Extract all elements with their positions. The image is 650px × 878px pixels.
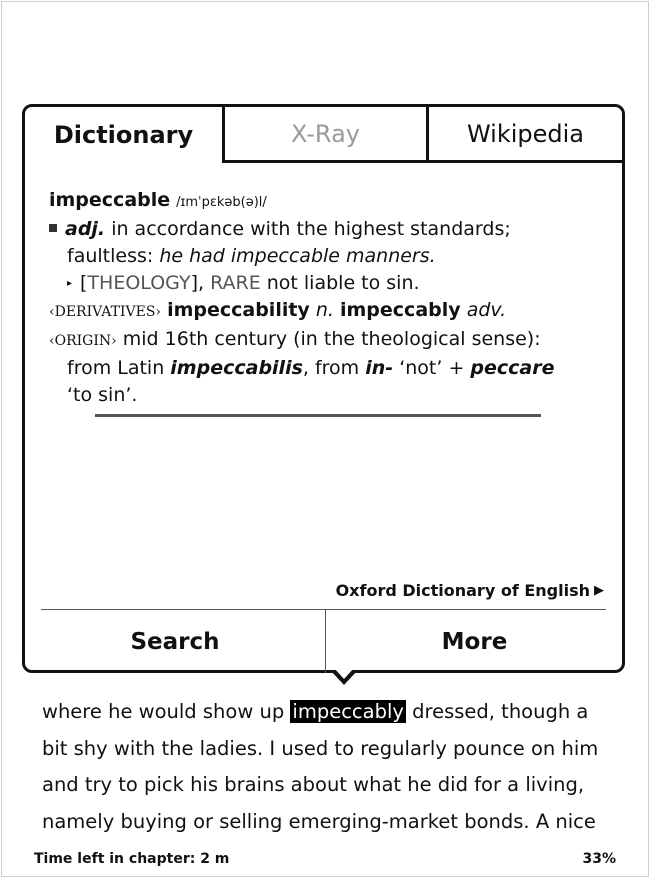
derivative-1-pos: n. (309, 299, 340, 321)
origin-from: from Latin (67, 357, 171, 379)
subsense-register: RARE (210, 272, 261, 294)
bullet-square-icon (49, 224, 57, 232)
book-text[interactable] (42, 694, 612, 840)
subsense-definition: not liable to sin. (260, 272, 420, 294)
book-text-segment: dressed, though a (405, 700, 589, 723)
origin-not: ‘not’ + (393, 357, 471, 379)
subsense-line (49, 270, 609, 297)
tab-xray[interactable]: X-Ray (222, 107, 426, 163)
definition-cont-line (49, 243, 609, 270)
percent-read: 33% (582, 851, 616, 867)
book-line: namely buying or selling emerging-market bonds. A nice (42, 809, 596, 833)
derivative-2: impeccably (340, 299, 461, 321)
part-of-speech: adj. (65, 218, 106, 240)
popup-pointer-fill (334, 668, 354, 679)
selected-word[interactable]: impeccably (292, 700, 404, 723)
dictionary-entry (49, 187, 609, 409)
origin-text: mid 16th century (in the theological sense): (116, 328, 541, 350)
origin-root: peccare (470, 357, 555, 379)
subsense-label: THEOLOGY (87, 272, 191, 294)
book-line: bit shy with the ladies. I used to regularly pounce on him (42, 736, 599, 760)
time-left-in-chapter: Time left in chapter: 2 m (34, 851, 230, 867)
origin-word: impeccabilis (170, 357, 303, 379)
derivatives-line (49, 297, 609, 326)
tab-dictionary[interactable]: Dictionary (53, 121, 194, 149)
origin-label: ‹ORIGIN› (49, 333, 117, 349)
origin-cont-line (49, 355, 609, 382)
search-button[interactable]: Search (130, 628, 220, 655)
entry-header (49, 187, 609, 216)
origin-prefix: in- (365, 357, 394, 379)
source-label: Oxford Dictionary of English (335, 581, 590, 600)
example-sentence: he had impeccable manners. (159, 245, 436, 267)
derivatives-label: ‹DERIVATIVES› (49, 304, 162, 320)
more-button[interactable]: More (325, 610, 623, 673)
subsense-bracket-close: ], (190, 272, 211, 294)
book-text-segment: where he would show up (42, 700, 291, 723)
origin-gloss: ‘to sin’. (67, 384, 138, 406)
book-line (42, 694, 612, 731)
origin-line (49, 326, 609, 355)
book-line: and try to pick his brains about what he did for a living, (42, 773, 585, 796)
popup-actions (25, 610, 622, 673)
pronunciation: /ɪmˈpɛkəb(ə)l/ (176, 195, 267, 210)
definition-line (49, 216, 609, 243)
play-arrow-icon: ▶ (594, 583, 604, 598)
entry-end-rule (95, 414, 541, 417)
definition-text: in accordance with the highest standards; (105, 218, 511, 240)
headword: impeccable (49, 189, 171, 211)
origin-from2: , from (302, 357, 366, 379)
dictionary-source-link[interactable] (336, 581, 604, 600)
origin-gloss-line (49, 382, 609, 409)
definition-cont: faultless: (67, 245, 160, 267)
dictionary-popup (22, 104, 625, 673)
subsense-triangle-icon: ▸ (67, 278, 73, 289)
popup-tabs (25, 107, 622, 163)
derivative-1: impeccability (167, 299, 310, 321)
derivative-2-pos: adv. (460, 299, 507, 321)
tab-wikipedia[interactable]: Wikipedia (426, 107, 622, 163)
subsense-bracket-open: [ (80, 272, 88, 294)
reading-progress-footer (34, 851, 616, 871)
